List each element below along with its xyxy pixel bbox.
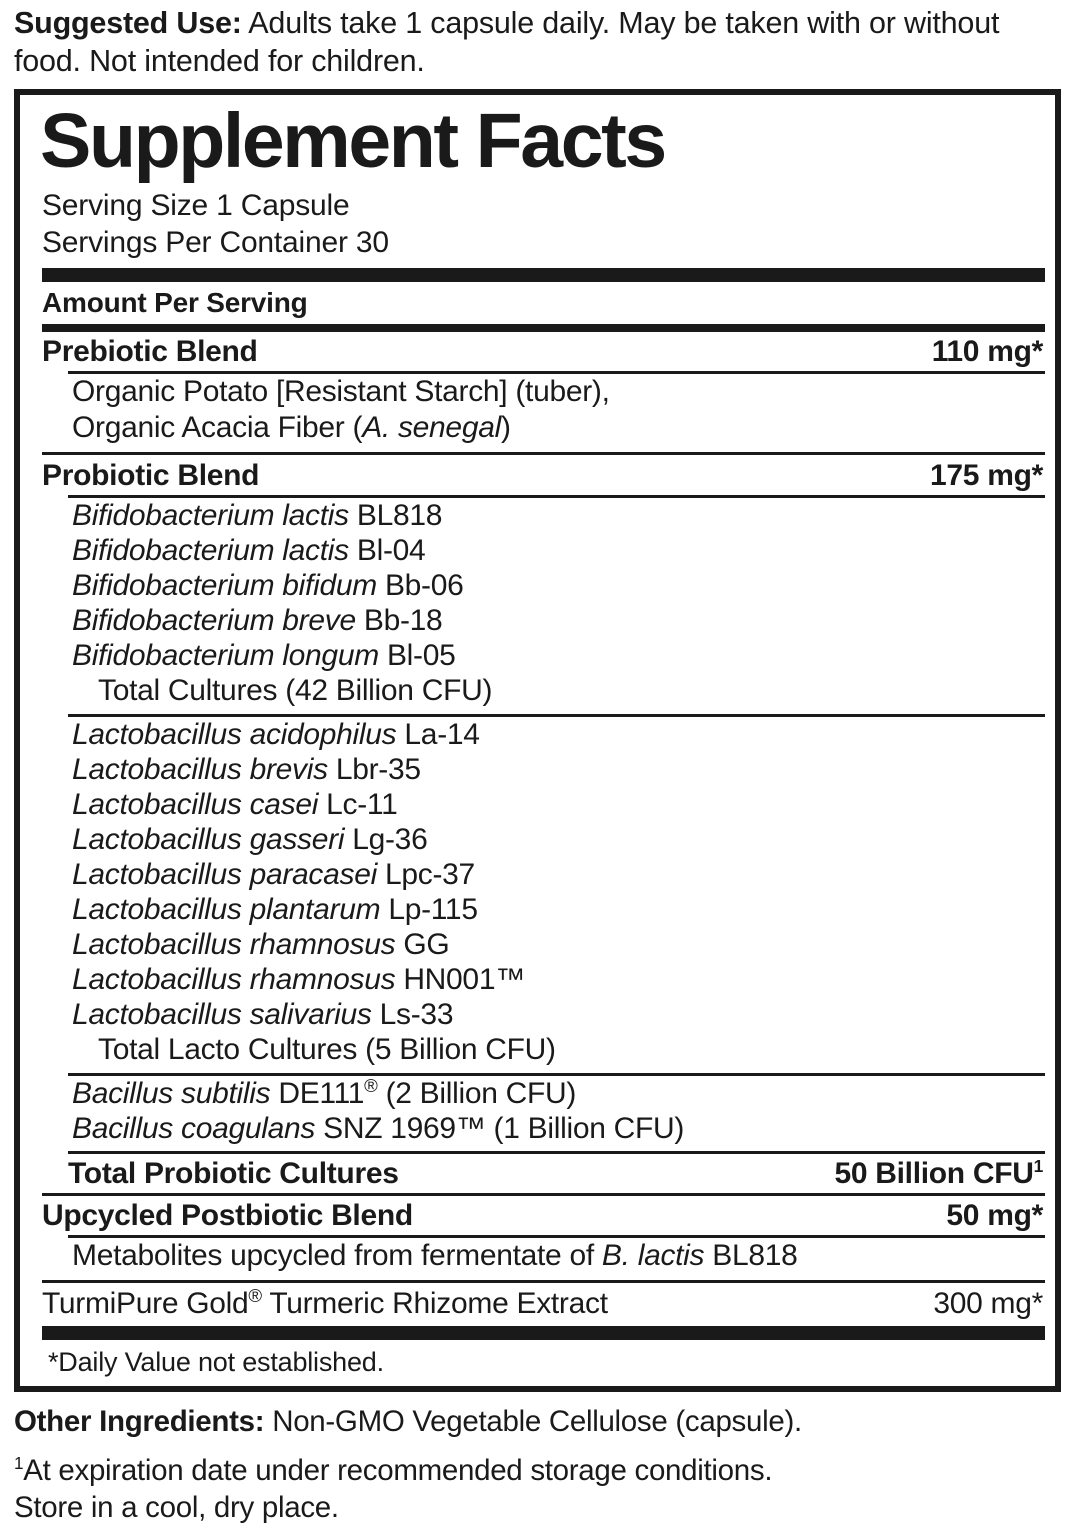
row-turmeric: [42, 1284, 1045, 1323]
strain-species: Lactobacillus acidophilus: [72, 718, 397, 751]
list-item: [72, 533, 1045, 568]
strain-code: Lpc-37: [376, 858, 475, 891]
list-item: [72, 1076, 1045, 1111]
strain-species: Lactobacillus rhamnosus: [72, 963, 396, 996]
postbiotic-detail: [72, 1238, 1045, 1274]
strain-cfu: (2 Billion CFU): [377, 1077, 577, 1110]
daily-value-note: *Daily Value not established.: [48, 1347, 384, 1377]
row-probiotic-blend: [42, 456, 1045, 495]
list-item: [72, 892, 1045, 927]
suggested-use-label: Suggested Use:: [14, 6, 242, 40]
supplement-facts-panel: [14, 89, 1061, 1392]
total-probiotic-amount: 50 Billion CFU$^1$: [834, 1156, 1043, 1190]
list-item: [72, 717, 1045, 752]
rule-above-turmeric: [42, 1280, 1045, 1283]
strain-species: Bifidobacterium bifidum: [72, 569, 377, 602]
strain-code: GG: [395, 928, 450, 961]
rule-medium: [42, 324, 1045, 332]
postbiotic-blend-amount: 50 mg*: [946, 1199, 1043, 1232]
strain-species: Bifidobacterium breve: [72, 604, 356, 637]
turmeric-name: TurmiPure Gold® Turmeric Rhizome Extract: [42, 1285, 608, 1320]
strain-code: Ls-33: [371, 998, 454, 1031]
strain-code: Bb-06: [376, 569, 464, 602]
footer: [14, 1403, 1061, 1526]
prebiotic-blend-amount: 110 mg*: [931, 335, 1043, 368]
list-item: [72, 962, 1045, 997]
lacto-strain-list: [32, 717, 1045, 1032]
amount-per-serving-header: Amount Per Serving: [42, 287, 308, 318]
strain-cfu: (1 Billion CFU): [485, 1112, 685, 1145]
list-item: [72, 498, 1045, 533]
storage-footnote-marker: 1: [14, 1454, 24, 1474]
serving-size: Serving Size 1 Capsule: [42, 189, 350, 222]
bacillus-strain-list: [32, 1076, 1045, 1146]
strain-species: Lactobacillus plantarum: [72, 893, 381, 926]
turmeric-amount: 300 mg*: [933, 1287, 1043, 1320]
bifido-total-cultures: Total Cultures (42 Billion CFU): [98, 674, 493, 707]
strain-code: Lbr-35: [327, 753, 421, 786]
prebiotic-blend-name: Prebiotic Blend: [42, 335, 258, 368]
postbiotic-detail-prefix: Metabolites upcycled from fermentate of: [72, 1239, 602, 1272]
total-probiotic-footnote-marker: 1: [1033, 1156, 1043, 1176]
row-postbiotic-blend: [42, 1196, 1045, 1235]
strain-species: Lactobacillus gasseri: [72, 823, 345, 856]
strain-species: Bifidobacterium lactis: [72, 499, 349, 532]
probiotic-blend-amount: 175 mg*: [930, 459, 1043, 492]
strain-code: BL818: [348, 499, 443, 532]
other-ingredients-body: Non-GMO Vegetable Cellulose (capsule).: [264, 1405, 802, 1438]
list-item: [72, 638, 1045, 673]
rule-thick-top: [42, 268, 1045, 282]
strain-species: Lactobacillus paracasei: [72, 858, 377, 891]
list-item: [72, 822, 1045, 857]
panel-title: Supplement Facts: [40, 98, 665, 184]
storage-line-1: At expiration date under recommended storage conditions.: [23, 1454, 773, 1487]
other-ingredients: [14, 1403, 1061, 1440]
storage-line-2: Store in a cool, dry place.: [14, 1491, 339, 1524]
strain-code: HN001™: [395, 963, 525, 996]
prebiotic-ingredient-2-suffix: ): [500, 411, 511, 444]
list-item: [72, 568, 1045, 603]
strain-code: SNZ 1969™: [315, 1112, 486, 1145]
row-prebiotic-blend: [42, 332, 1045, 371]
strain-code: Lp-115: [380, 893, 478, 926]
list-item: [72, 603, 1045, 638]
strain-code: DE111: [270, 1077, 365, 1110]
strain-code: Lg-36: [344, 823, 428, 856]
other-ingredients-label: Other Ingredients:: [14, 1405, 265, 1438]
row-total-probiotic-cultures: [68, 1154, 1045, 1193]
postbiotic-detail-species: B. lactis: [601, 1239, 705, 1272]
list-item: [72, 752, 1045, 787]
strain-code: La-14: [396, 718, 480, 751]
probiotic-blend-name: Probiotic Blend: [42, 459, 260, 492]
strain-species: Bifidobacterium longum: [72, 639, 379, 672]
strain-code: Lc-11: [318, 788, 398, 821]
prebiotic-ingredient-1-text: Organic Potato [Resistant Starch] (tuber),: [72, 375, 610, 408]
list-item: [72, 1111, 1045, 1146]
rule-thick-bottom: [42, 1326, 1045, 1340]
prebiotic-ingredient-2: [72, 410, 1045, 446]
strain-species: Bacillus coagulans: [72, 1112, 316, 1145]
strain-species: Lactobacillus brevis: [72, 753, 328, 786]
prebiotic-ingredient-2-prefix: Organic Acacia Fiber (: [72, 411, 363, 444]
storage-note: [14, 1452, 1061, 1526]
strain-species: Lactobacillus rhamnosus: [72, 928, 396, 961]
strain-species: Lactobacillus salivarius: [72, 998, 372, 1031]
strain-species: Lactobacillus casei: [72, 788, 319, 821]
rule-above-probiotic: [42, 452, 1045, 455]
lacto-total-cultures: Total Lacto Cultures (5 Billion CFU): [98, 1033, 556, 1066]
strain-code: Bl-05: [378, 639, 456, 672]
list-item: [72, 927, 1045, 962]
prebiotic-ingredient-1: [72, 374, 1045, 410]
bifido-strain-list: [32, 498, 1045, 673]
prebiotic-ingredient-2-species: A. senegal: [362, 411, 501, 444]
strain-species: Bacillus subtilis: [72, 1077, 271, 1110]
registered-icon: ®: [364, 1075, 378, 1096]
strain-code: Bb-18: [355, 604, 443, 637]
servings-per-container: Servings Per Container 30: [42, 226, 389, 259]
strain-code: Bl-04: [348, 534, 426, 567]
list-item: [72, 787, 1045, 822]
postbiotic-detail-suffix: BL818: [704, 1239, 798, 1272]
strain-species: Bifidobacterium lactis: [72, 534, 349, 567]
list-item: [72, 857, 1045, 892]
suggested-use-text: [14, 0, 1054, 80]
registered-icon: ®: [248, 1285, 262, 1306]
suggested-use-body: Adults take 1 capsule daily. May be taken with or without food. Not intended for children.: [14, 6, 1000, 78]
list-item: [72, 997, 1045, 1032]
total-probiotic-label: Total Probiotic Cultures: [68, 1157, 399, 1190]
postbiotic-blend-name: Upcycled Postbiotic Blend: [42, 1199, 413, 1232]
